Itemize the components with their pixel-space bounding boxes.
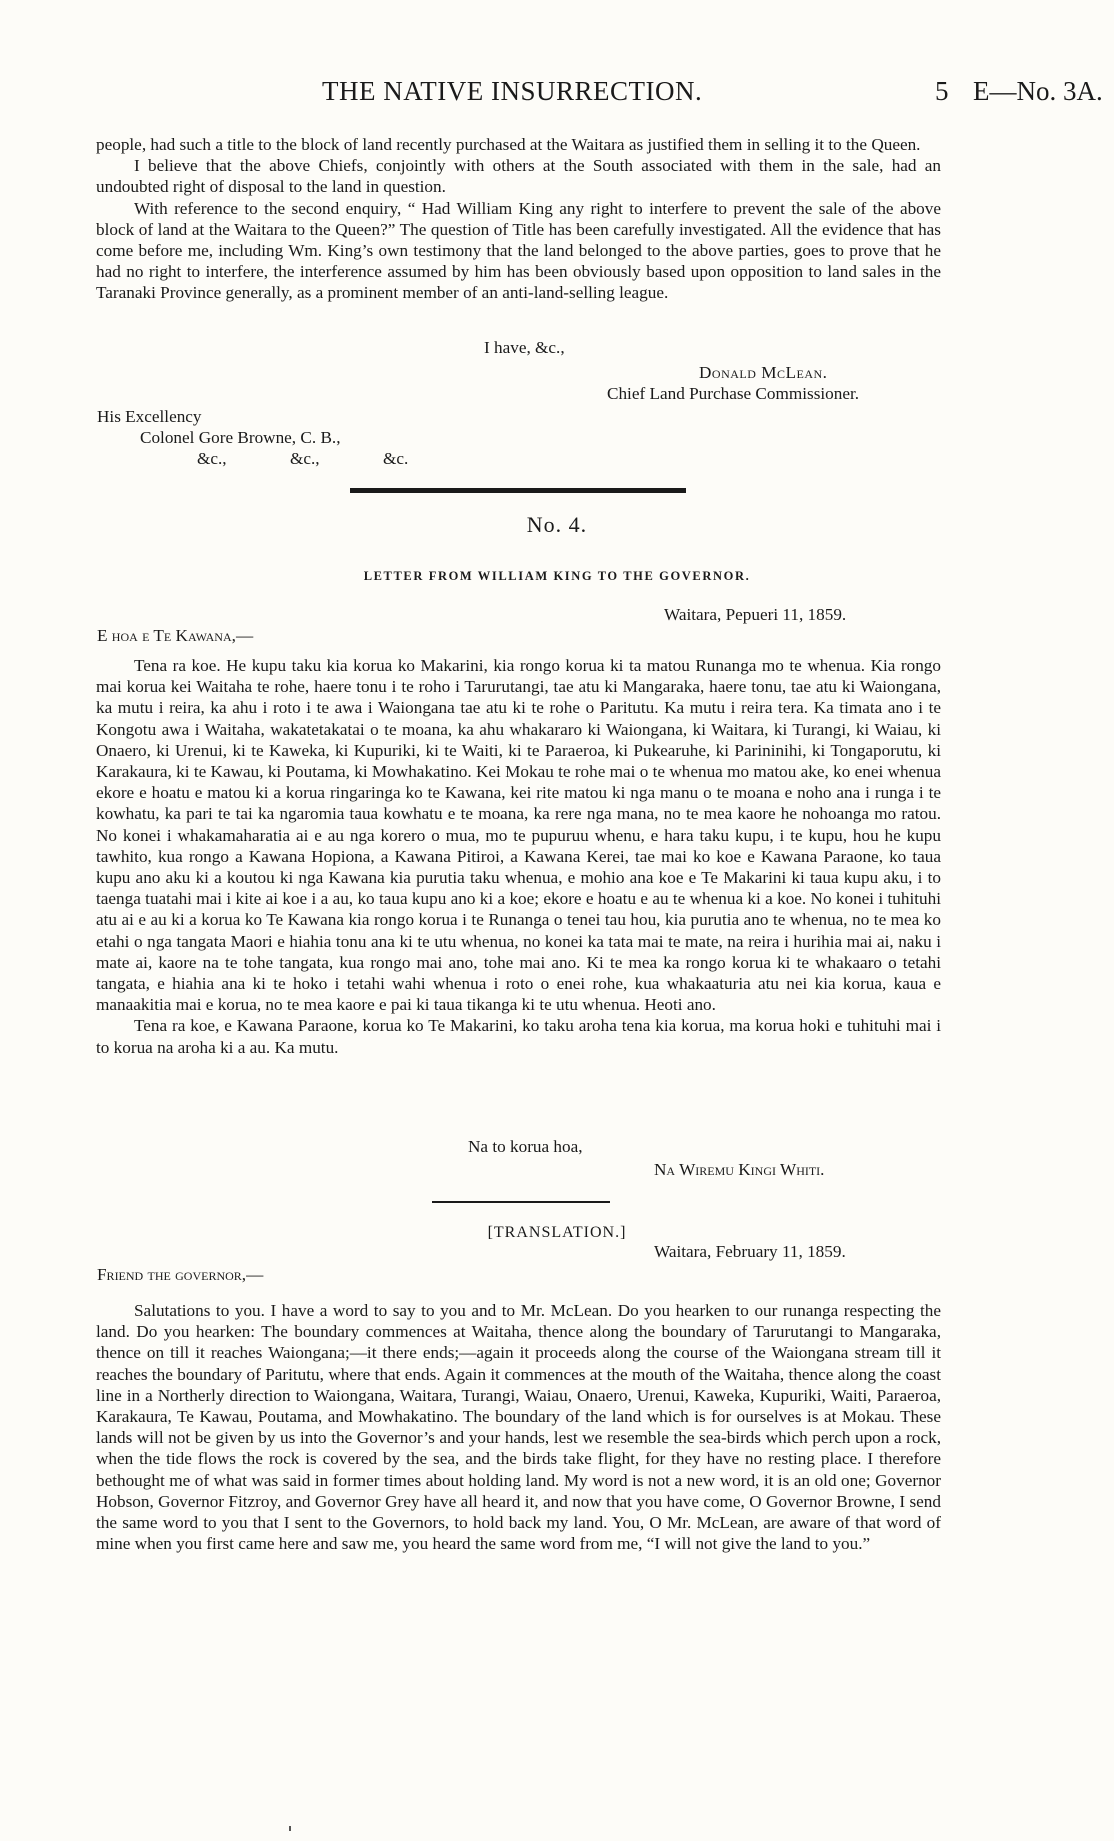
- signature-title: Chief Land Purchase Commissioner.: [607, 384, 860, 403]
- translation-label: [TRANSLATION.]: [487, 1224, 627, 1241]
- page-header: [0, 76, 1114, 116]
- addressee-etc: &c.,: [197, 449, 227, 468]
- paragraph: people, had such a title to the block of land recently purchased at the Waitara as justified them in selling it to the Queen.: [96, 135, 921, 154]
- section-title: LETTER FROM WILLIAM KING TO THE GOVERNOR.: [363, 569, 751, 583]
- letter-closing: I have, &c.,: [484, 338, 565, 357]
- paragraph: Salutations to you. I have a word to say to you and to Mr. McLean. Do you hearken to our runanga respecting the land. Do you hearken: The boundary commences at Waitaha, thence along the boundary of Tarurutangi to Mangaraka, thence on till it reaches Waiongana;—it there ends;—again it proceeds along the course of the Waiongana stream till it reaches the boundary of Paritutu, where that ends. Again it commences at the mouth of the Waitaha, thence along the coast line in a Northerly direction to Waiongana, Waitara, Turangi, Waiau, Onaero, Urenui, Kaweka, Kupuriki, Waiti, Paraeroa, Karakaura, Te Kawau, Poutama, and Mowhakatino. The boundary of the land which is for ourselves is at Mokau. These lands will not be given by us into the Governor’s and your hands, lest we resemble the sea-birds which perch upon a rock, when the tide flows the rock is covered by the sea, and the birds take flight, for they have no resting place. I therefore bethought me of what was said in former times about holding land. My word is not a new word, it is an old one; Governor Hobson, Governor Fitzroy, and Governor Grey have all heard it, and now that you have come, O Governor Browne, I send the same word to you that I sent to the Governors, to hold back my land. You, O Mr. McLean, are aware of that word of mine when you first came here and saw me, you heard the same word from me, “I will not give the land to you.”: [96, 1301, 941, 1554]
- translation-divider: [432, 1201, 610, 1203]
- paragraph: I believe that the above Chiefs, conjointly with others at the South associated with them in the sale, had an undoubted right of disposal to the land in question.: [96, 156, 941, 197]
- opening-text: [96, 134, 941, 304]
- paragraph: Tena ra koe, e Kawana Paraone, korua ko Te Makarini, ko taku aroha tena kia korua, ma korua hoki e tuhituhi mai i to korua na aroha ki a au. Ka mutu.: [96, 1016, 941, 1057]
- section-number: No. 4.: [526, 512, 588, 537]
- section-divider: [350, 488, 686, 493]
- translation-salutation: Friend the governor,—: [97, 1265, 264, 1284]
- translation-place-date: Waitara, February 11, 1859.: [654, 1242, 846, 1261]
- addressee-etc: &c.,: [290, 449, 320, 468]
- maori-signature: Na Wiremu Kingi Whiti.: [654, 1160, 825, 1179]
- paragraph: Tena ra koe. He kupu taku kia korua ko Makarini, kia rongo korua ki ta matou Runanga mo te whenua. Kia rongo mai korua kei Waitaha te rohe, haere tonu i te roho i Tarurutangi, tae atu ki Mangaraka, haere tonu, tae atu ki Waiongana, ka mutu i reira, ka ahu i roto i te awa i Waiongana tae atu ki te rohe o Paritutu. Ka mutu i reira tera. Ka timata ano i te Kongotu awa i Waitaha, wakatetakatai o te moana, ka ahu whakararo ki Waiongana, ki Waitara, ki Turangi, ki Waiau, ki Onaero, ki Urenui, ki te Kaweka, ki Kupuriki, ki te Waiti, ki te Paraeroa, ki Pukearuhe, ki Parininihi, ki Tongaporutu, ki Karakaura, ki te Kawau, ki Poutama, ki Mowhakatino. Kei Mokau te rohe mai o te whenua mo matou ake, ko enei whenua ekore e hoatu e matou ki a korua ringaringa ko te Kawana, kei rite matou ki nga manu o te moana e noho ana i runga i te kowhatu, ka pari te tai ka ngaromia taua kowhatu e te moana, ka rere nga mana, no te mea kaore he nohoanga mo ratou. No konei i whakamaharatia ai e au nga korero o mua, mo te pupuruu whenu, e hara taku kupu, i te kupu, hou he kupu tawhito, kua rongo a Kawana Hopiona, a Kawana Pitiroi, a Kawana Kerei, tae mai ko koe e Kawana Paraone, ko taua kupu ano aku ki a koutou ki nga Kawana kia purutia taku whenua, e mohio ana koe e Te Makarini ki taua kupu aku, i to taenga tuatahi mai i kite ai koe i a au, ko taua kupu ano ki a koe; ekore e hoatu e au te whenua ki a koe. No konei i tuhituhi atu ai e au ki a korua ko Te Kawana kia rongo korua i te Runanga o tenei tau hou, kia purutia ano te whenua, no te mea ko etahi o nga tangata Maori e hiahia tonu ana ki te utu whenua, no konei ka tata mai te mate, na reira i hurihia mai ai, naku i mate ai, kaore na te tohe tangata, kua rongo mai ano, tohe mai ano. Ki te mea ka rongo korua ki te whakaaro o tetahi tangata, e hiahia ana ki te hoko i tetahi wahi whenua i roto o enei rohe, kua whakaaturia atu nei kia korua, kaua e manaakitia mai e korua, no te mea kaore e pai ki taua tikanga ki te utu whenua. Heoti ano.: [96, 656, 941, 1015]
- maori-valediction: Na to korua hoa,: [468, 1137, 583, 1156]
- maori-letter-body: [96, 655, 941, 1058]
- paragraph: With reference to the second enquiry, “ Had William King any right to interfere to prevent the sale of the above block of land at the Waitara to the Queen?” The question of Title has been carefully investigated. All the evidence that has come before me, including Wm. King’s own testimony that the land belonged to the above parties, goes to prove that he had no right to interfere, the interference assumed by him has been obviously based upon opposition to land sales in the Taranaki Province generally, as a prominent member of an anti-land-selling league.: [96, 198, 941, 303]
- signature-name: Donald McLean.: [699, 363, 828, 382]
- addressee-etc: &c.: [383, 449, 409, 468]
- addressee-line: His Excellency: [97, 407, 202, 426]
- translation-body: [96, 1300, 941, 1554]
- print-mark: [289, 1826, 291, 1831]
- document-reference: E—No. 3A.: [973, 76, 1103, 106]
- maori-salutation: E hoa e Te Kawana,—: [97, 626, 254, 645]
- running-title: THE NATIVE INSURRECTION.: [322, 76, 703, 106]
- page-number: 5: [935, 76, 949, 106]
- addressee-name: Colonel Gore Browne, C. B.,: [140, 428, 341, 447]
- maori-place-date: Waitara, Pepueri 11, 1859.: [664, 605, 847, 624]
